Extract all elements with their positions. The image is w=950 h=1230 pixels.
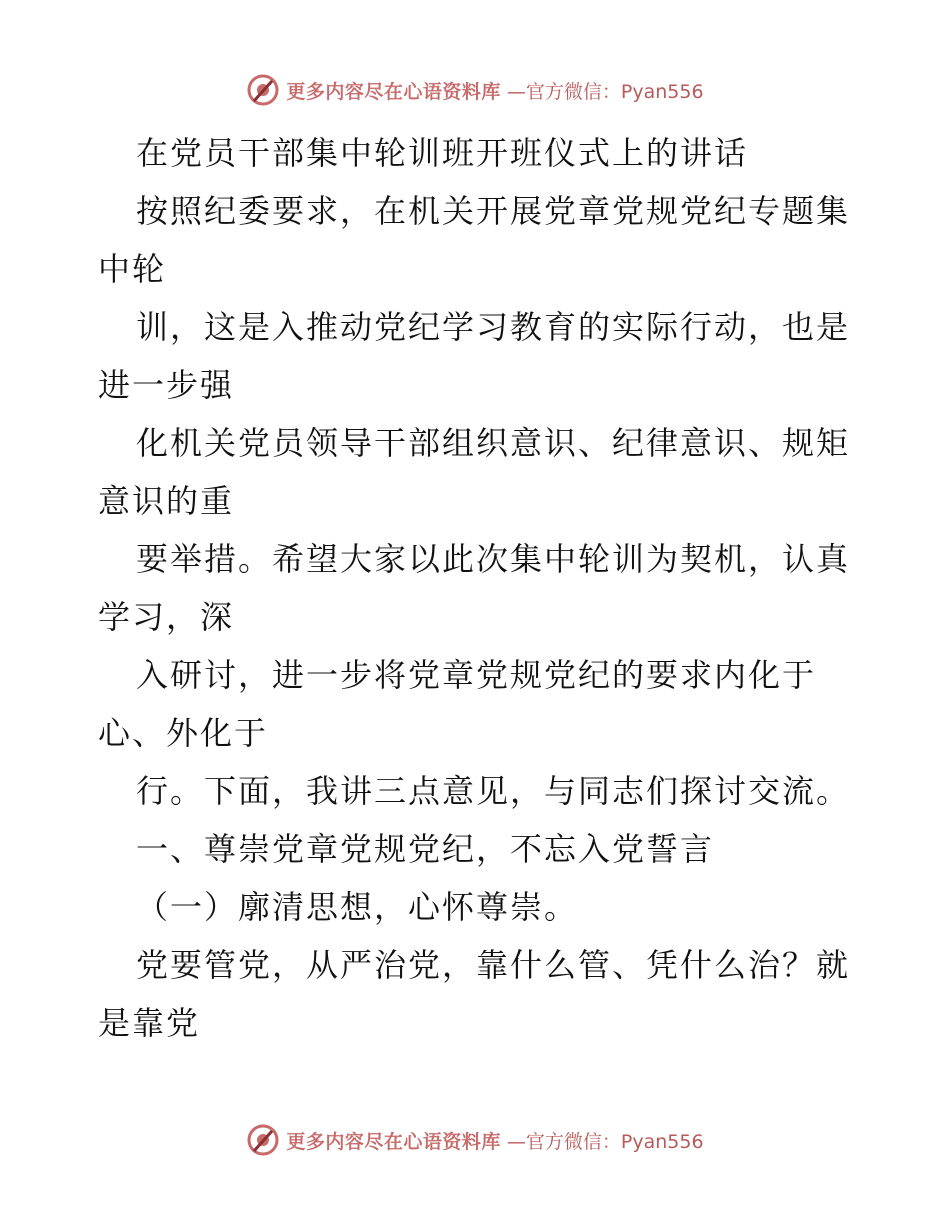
text-line: 党要管党，从严治党，靠什么管、凭什么治？就 (136, 946, 851, 984)
text-line: 在党员干部集中轮训班开班仪式上的讲话 (136, 134, 749, 172)
footer-watermark (0, 1120, 950, 1160)
text-line: 训，这是入推动党纪学习教育的实际行动，也是 (136, 308, 851, 346)
text-line: 中轮 (98, 250, 167, 288)
text-line: 意识的重 (98, 482, 235, 520)
brush-logo-icon (246, 1123, 280, 1157)
text-line: 要举措。希望大家以此次集中轮训为契机，认真 (136, 540, 851, 578)
text-line: 心、外化于 (98, 714, 269, 752)
text-line: 入研讨，进一步将党章党规党纪的要求内化于 (136, 656, 817, 694)
text-line: 学习，深 (98, 598, 235, 636)
document-body (98, 124, 858, 1052)
text-line: 一、尊崇党章党规党纪，不忘入党誓言 (136, 830, 715, 868)
brush-logo-icon (246, 73, 280, 107)
text-line: 化机关党员领导干部组织意识、纪律意识、规矩 (136, 424, 851, 462)
text-line: 行。下面，我讲三点意见，与同志们探讨交流。 (136, 772, 851, 810)
header-watermark (0, 70, 950, 110)
watermark-sub-text: —官方微信：Pyan556 (506, 1130, 704, 1153)
text-line: 按照纪委要求，在机关开展党章党规党纪专题集 (136, 192, 851, 230)
watermark-main-text: 更多内容尽在心语资料库 (286, 1130, 501, 1153)
text-line: 是靠党 (98, 1004, 201, 1042)
watermark-sub-text: —官方微信：Pyan556 (506, 80, 704, 103)
text-line: （一）廓清思想，心怀尊崇。 (136, 888, 579, 926)
watermark-main-text: 更多内容尽在心语资料库 (286, 80, 501, 103)
text-line: 进一步强 (98, 366, 235, 404)
